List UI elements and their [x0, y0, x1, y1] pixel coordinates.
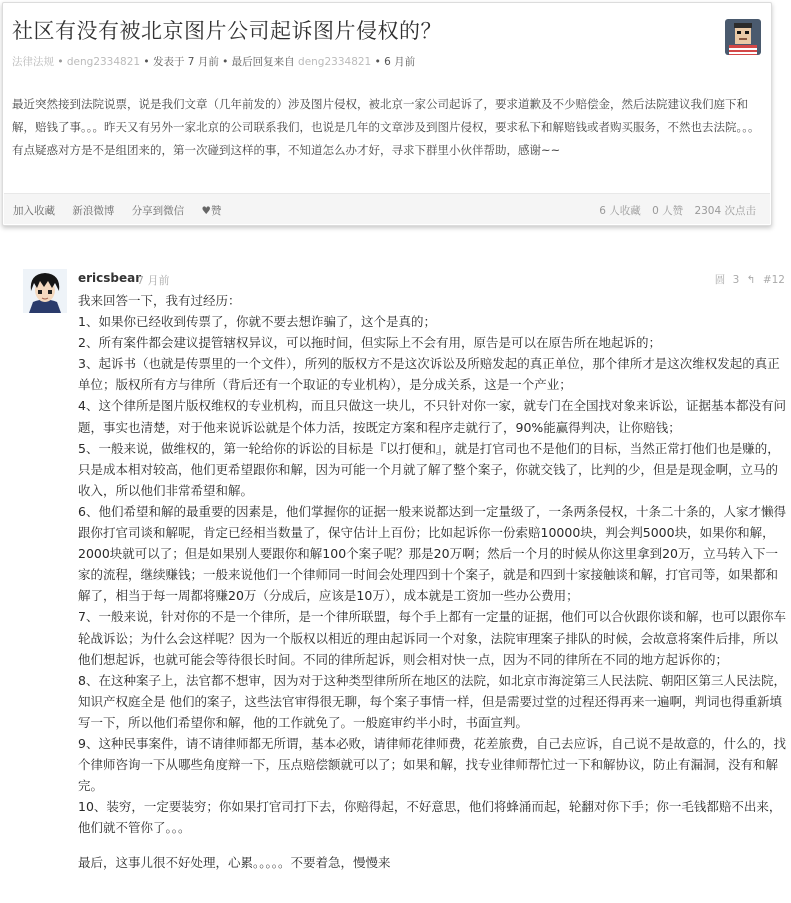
likes-count: 0 人赞: [652, 205, 684, 217]
reply-thanks-count: 3: [732, 274, 740, 286]
reply-paragraph: 7、一般来说，针对你的不是一个律所，是一个律所联盟，每个手上都有一定量的证据，他们可以合伙跟你谈和解，也可以跟你车轮战诉讼；为什么会这样呢？因为一个版权以相近的理由起诉同一个对象，法院审理案子排队的时候，会故意将案件后排，所以他们想起诉，也就可能会等待很长时间。不同的律所起诉，则会相对快一点，因为不同的律所在不同的地方起诉你的；: [78, 609, 786, 667]
reply-paragraph: 10、装穷，一定要装穷；你如果打官司打下去，你赔得起，不好意思，他们将蜂涌而起，轮翻对你下手；你一毛钱都赔不出来，他们就不管你了。。。: [78, 799, 782, 836]
reply-to-icon[interactable]: ↰: [746, 274, 756, 286]
topic-author-avatar[interactable]: [725, 19, 761, 55]
topic-body-paragraph: 最近突然接到法院说票，说是我们文章（几年前发的）涉及图片侵权，被北京一家公司起诉了，要求道歉及不少赔偿金，然后法院建议我们庭下和解，赔钱了事。。。昨天又有另外一家北京的公司联系我们，也说是几年的文章涉及到图片侵权，要求私下和解赔钱或者购买服务，不然也去法院。。。有点疑惑对方是不是组团来的，第一次碰到这样的事，不知道怎么办才好，寻求下群里小伙伴帮助，感谢~~: [12, 97, 760, 157]
reply-floor-number: #12: [762, 274, 785, 286]
reply-paragraph: 8、在这种案子上，法官都不想审，因为对于这种类型律所所在地区的法院，如北京市海淀第三人民法院、朝阳区第三人民法院，知识产权庭全是 他们的案子，这些法官审得很无聊，每个案子事情一样，但是需要过堂的过程还得再来一遍啊，判词也得重新填写一下，所以他们希望你和解，他的工作就免了。一般庭审约半小时，书面宣判。: [78, 672, 786, 730]
reply-paragraph: 3、起诉书（也就是传票里的一个文件），所列的版权方不是这次诉讼及所赔发起的真正单位，那个律所才是这次维权发起的真正单位；版权所有方与律所（背后还有一个取证的专业机构），是分成关系，这是一个产业；: [78, 356, 780, 393]
topic-card: [2, 2, 772, 226]
favorite-button[interactable]: 加入收藏: [13, 205, 55, 217]
share-wechat-button[interactable]: 分享到微信: [131, 205, 185, 217]
topic-actions: [13, 203, 235, 218]
reply-paragraph: 2、所有案件都会建议提管辖权异议，可以拖时间，但实际上不会有用，原告是可以在原告所在地起诉的；: [78, 335, 661, 351]
reply-body: [78, 290, 786, 874]
last-reply-time: • 6 月前: [371, 56, 416, 68]
topic-body: [12, 93, 760, 162]
reply-closing: 最后，这事儿很不好处理，心累。。。。。不要着急，慢慢来: [78, 855, 391, 871]
topic-title: 社区有没有被北京图片公司起诉图片侵权的？: [12, 19, 442, 43]
reply-paragraph: 9、这种民事案件，请不请律师都无所谓，基本必败，请律师花律师费，花差旅费，自己去应诉，自己说不是故意的，什么的，找个律师咨询一下从哪些角度辩一下，压点赔偿额就可以了；如果和解，找专业律师帮忙过一下和解协议，防止有漏洞，没有和解完。: [78, 735, 786, 794]
topic-author-link[interactable]: deng2334821: [66, 56, 141, 68]
reply-thanks-icon[interactable]: 圆: [714, 274, 726, 286]
reply-paragraph: 6、他们希望和解的最重要的因素是，他们掌握你的证据一般来说都达到一定量级了，一条两条侵权，十条二十条的，人家才懒得跟你打官司谈和解呢，肯定已经相当数量了，保守估计上百份；比如起诉你一份索赔10000块，判会判5000块，如果你和解，2000块就可以了；但是如果别人要跟你和解100个案子呢？那是20万啊；然后一个月的时候从你这里拿到20万，立马转入下一家的流程，继续赚钱；一般来说他们一个律师同一时间会处理四到十个案子，就是和四到十家接触谈和解，打官司等，如果都和解了，相当于每一周都将赚20万（分成后，应该是10万），成本就是工资加一些办公费用；: [78, 503, 786, 604]
reply-paragraph: 我来回答一下，我有过经历：: [78, 293, 241, 308]
reply-author-avatar[interactable]: [23, 269, 67, 313]
reply-paragraph: 1、如果你已经收到传票了，你就不要去想诈骗了，这个是真的；: [78, 314, 436, 330]
reply-item: [0, 266, 791, 903]
anime-avatar-icon: [23, 269, 67, 313]
pixel-avatar-icon: [725, 19, 761, 55]
topic-posted-text: • 发表于 7 月前 • 最后回复来自: [140, 56, 299, 68]
topic-stats: [591, 203, 756, 218]
topic-meta: 法律法规 • deng2334821 • 发表于 7 月前 • 最后回复来自 deng2334821 • 6 月前: [12, 56, 416, 68]
favorites-count: 6 人收藏: [599, 205, 641, 217]
like-button[interactable]: ♥赞: [201, 205, 222, 217]
reply-tools: [711, 272, 785, 287]
last-reply-user-link[interactable]: deng2334821: [298, 56, 372, 68]
reply-paragraph: 4、这个律所是图片版权维权的专业机构，而且只做这一块儿，不只针对你一家，就专门在全国找对象来诉讼，证据基本都没有问题，事实也清楚，对于他来说诉讼就是个体力活，按既定方案和程序走就行了，90%能赢得判决，让你赔钱；: [78, 398, 786, 435]
reply-author-link[interactable]: ericsbear: [78, 271, 142, 285]
views-count: 2304 次点击: [694, 205, 756, 217]
topic-footer: [4, 193, 770, 224]
reply-paragraph: 5、一般来说，做维权的，第一轮给你的诉讼的目标是『以打便和』，就是打官司也不是他们的目标，当然正常打他们也是赚的，只是成本相对较高，他们更希望跟你和解，因为可能一个月就了解了整个案子，你就交钱了，比判的少，但是是现金啊，立马的收入，所以他们非常希望和解。: [78, 440, 780, 498]
reply-time: 7 月前: [137, 274, 170, 287]
topic-category-link[interactable]: 法律法规: [12, 56, 54, 68]
share-weibo-button[interactable]: 新浪微博: [72, 205, 115, 217]
